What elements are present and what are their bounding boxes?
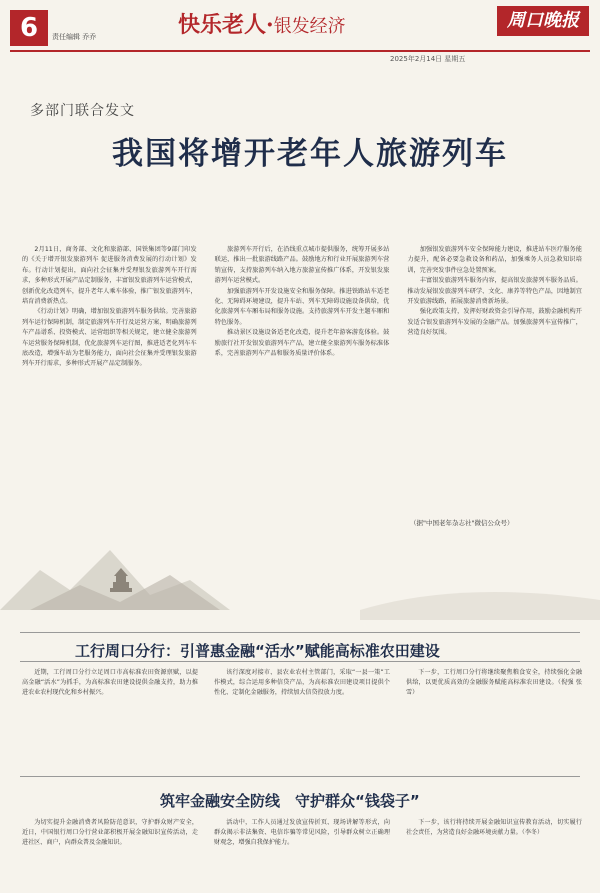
article-paragraph: 丰富银发旅游列车服务内容，提高银发旅游列车服务品质。推动发展银发旅游列车研学、文化、康养等特色产品，因地制宜开发旅游线路，拓展旅游消费新场景。 xyxy=(407,277,582,306)
section-title-main: 快乐老人 xyxy=(178,12,267,38)
article-paragraph: 加强旅游列车开发设施安全和服务保障。推进铁路站车适老化、无障碍环境建设，提升车站、列车无障碍设施设备供给，优化旅游列车车厢布局和服务设施。支持旅游列车开发主题车厢和特色服务。 xyxy=(214,287,390,326)
newspaper-logo: 周口晚报 xyxy=(497,6,589,36)
article-paragraph: 推动景区设施设备适老化改造，提升老年游客游览体验。鼓励旅行社开发银发旅游列车产品，建立健全旅游列车服务标准体系，完善旅游列车产品和服务质量评价体系。 xyxy=(214,329,390,358)
editor-credits: 责任编辑 乔乔 xyxy=(52,33,97,41)
hill-shape xyxy=(360,592,600,620)
article3-paragraph: 活动中，工作人员通过发放宣传折页、现场讲解等形式，向群众揭示非法集资、电信诈骗等常见风险，引导群众树立正确理财观念，增强自我保护能力。 xyxy=(214,819,390,846)
article2-paragraph: 该行深度对接市、县农业农村主管部门，采取“一县一策”工作模式，综合运用多种信贷产品，为高标准农田建设项目提供个性化、定制化金融服务，持续加大信贷投放力度。 xyxy=(214,669,390,696)
article-source: （据"中国老年杂志社"微信公众号） xyxy=(410,519,514,527)
article-paragraph: 2月11日，商务部、文化和旅游部、国铁集团等9部门印发的《关于增开银发旅游列车 促进服务消费发展的行动计划》发布。行动计划提出，面向社会征集并受理银发旅游列车开行需求，多种形式开展产品定制服务，丰富银发旅游列车运营模式，创新优化改造列车，提升老年人乘车体验，推广银发旅游列车，培育消费新热点。 xyxy=(22,246,197,306)
article3-paragraph: 为切实提升金融消费者风险防范意识，守护群众财产安全，近日，中国银行周口分行营业部积极开展金融知识宣传活动，走进社区、商户，向群众普及金融知识。 xyxy=(22,819,198,846)
article-paragraph: 《行动计划》明确，增加银发旅游列车服务供给。完善旅游列车运行保障机制，制定旅游列车开行及运营方案，明确旅游列车产品谱系、投资模式、运营组织等相关规定，建立健全旅游列车运营服务保障机制，优化旅游列车运行图，推进适老化列车车底改造，增强车站为老服务能力，面向社会征集并受理银发旅游列车开行需求，多种形式开展产品定制服务。 xyxy=(22,308,197,368)
article2-body xyxy=(22,668,582,768)
article-kicker: 多部门联合发文 xyxy=(30,103,135,119)
article2-paragraph: 下一步，工行周口分行将继续聚焦粮食安全，持续强化金融供给，以更优质高效的金融服务赋能高标准农田建设。（倪强 张雪） xyxy=(406,669,582,696)
page-number: 6 xyxy=(10,10,48,46)
section-divider xyxy=(20,776,580,777)
article3-paragraph: 下一步，该行将持续开展金融知识宣传教育活动，切实履行社会责任，为营造良好金融环境贡献力量。（李冬） xyxy=(406,819,582,836)
article3-body xyxy=(22,818,582,890)
page-header xyxy=(0,0,600,64)
article3-headline: 筑牢金融安全防线 守护群众“钱袋子” xyxy=(160,792,420,810)
article-headline: 我国将增开老年人旅游列车 xyxy=(112,136,508,172)
article-paragraph: 旅游列车开行后，在沿线重点城市提供服务，统筹开展多站联运，推出一批旅游线路产品。鼓励地方和行业开展旅游列车营销宣传，支持旅游列车纳入地方旅游宣传推广体系，开发银发旅游列车运营模式。 xyxy=(214,246,390,285)
article-body xyxy=(22,245,582,535)
section-title-dot: · xyxy=(266,12,274,38)
section-title xyxy=(178,8,346,39)
ink-landscape-illustration xyxy=(0,510,600,620)
issue-date: 2025年2月14日 星期五 xyxy=(390,55,466,63)
section-subtitle: 银发经济 xyxy=(273,16,346,37)
article2-headline: 工行周口分行：引普惠金融“活水”赋能高标准农田建设 xyxy=(75,642,440,660)
header-rule xyxy=(10,50,590,52)
article-paragraph: 加强银发旅游列车安全保障能力建设，推进站车医疗服务能力提升，配备必要急救设备和药品，加强乘务人员急救知识培训，完善突发事件应急处置预案。 xyxy=(407,246,582,274)
article2-paragraph: 近期，工行周口分行立足周口市高标准农田资源禀赋，以提高金融“活水”为抓手，为高标准农田建设提供金融支持，助力推进农业农村现代化和乡村振兴。 xyxy=(22,669,198,696)
article-paragraph: 强化政策支持，发挥好财政资金引导作用，鼓励金融机构开发适合银发旅游列车发展的金融产品。加强旅游列车宣传推广，营造良好氛围。 xyxy=(407,308,582,337)
